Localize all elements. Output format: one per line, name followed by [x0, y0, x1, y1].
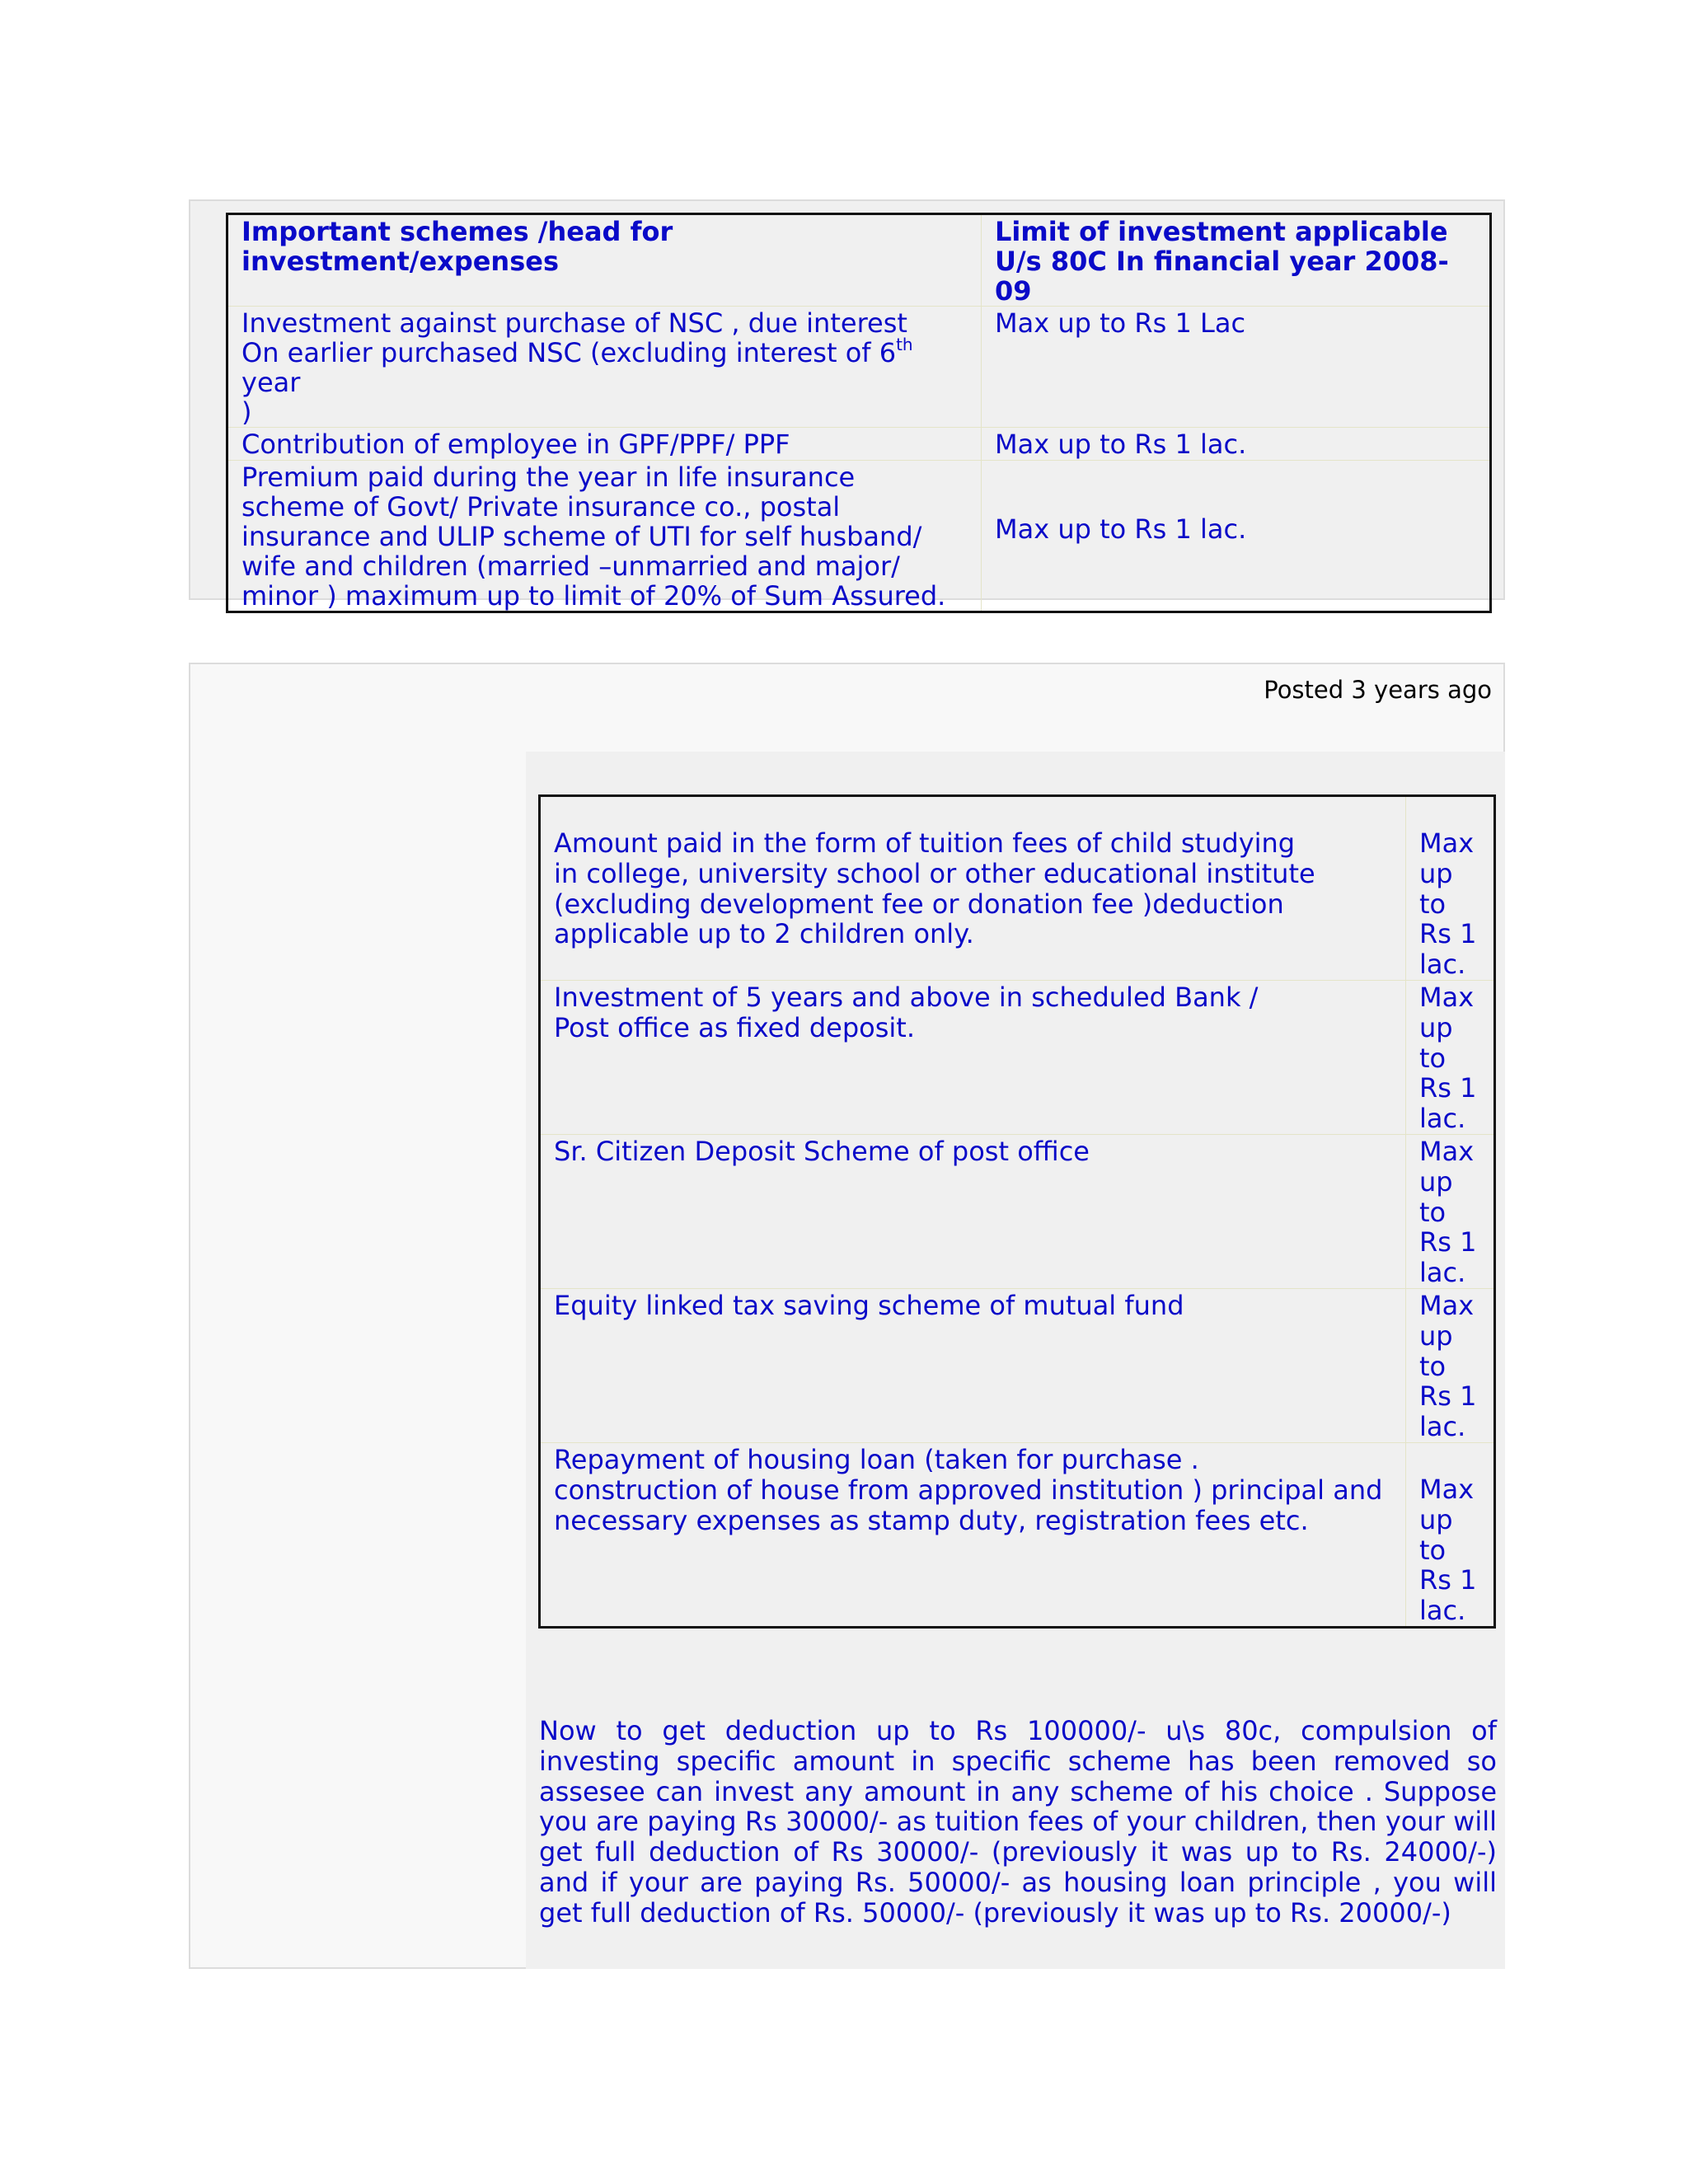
schemes-panel [189, 199, 1505, 612]
table-row [540, 1442, 1495, 1627]
schemes-table [226, 213, 1492, 613]
scheme-cell: Premium paid during the year in life insurance scheme of Govt/ Private insurance co., postal insurance and ULIP scheme of UTI for self husband/ wife and children (married –unmarried and major/ minor ) maximum up to limit of 20% of Sum Assured. [227, 461, 982, 612]
limit-cell: Max up to Rs 1 lac. [1406, 1442, 1495, 1627]
header-limit: Limit of investment applicable U/s 80C In financial year 2008-09 [982, 214, 1491, 307]
limit-cell: Max up to Rs 1 lac. [982, 461, 1491, 612]
post-body [526, 752, 1505, 1969]
scheme-cell: Repayment of housing loan (taken for purchase . construction of house from approved institution ) principal and necessary expenses as stamp duty, registration fees etc. [540, 1442, 1406, 1627]
post-panel [189, 663, 1505, 1969]
deduction-paragraph: Now to get deduction up to Rs 100000/- u\s 80c, compulsion of investing specific amount in specific scheme has been removed so assesee can invest any amount in any scheme of his choice . Suppose you are paying Rs 30000/- as tuition fees of your children, then your will get full deduction of Rs 30000/- (previously it was up to Rs. 24000/-) and if your are paying Rs. 50000/- as housing loan principle , you will get full deduction of Rs. 50000/- (previously it was up to Rs. 20000/-) [539, 1715, 1497, 1929]
limit-cell: Max up to Rs 1 lac. [982, 428, 1491, 461]
scheme-cell: Contribution of employee in GPF/PPF/ PPF [227, 428, 982, 461]
limit-cell: Max up to Rs 1 lac. [1406, 1134, 1495, 1288]
superscript: th [896, 335, 913, 354]
schemes-table-continued [538, 794, 1496, 1629]
table-row [227, 428, 1491, 461]
table-row [540, 980, 1495, 1134]
table-header-row [227, 214, 1491, 307]
scheme-cell: Sr. Citizen Deposit Scheme of post office [540, 1134, 1406, 1288]
scheme-cell: Amount paid in the form of tuition fees of child studying in college, university school or other educational institute (excluding development fee or donation fee )deduction applicable up to 2 children only. [540, 796, 1406, 981]
scheme-cell: Equity linked tax saving scheme of mutual fund [540, 1288, 1406, 1442]
table-row [227, 461, 1491, 612]
table-row [540, 1288, 1495, 1442]
scheme-text: Investment against purchase of NSC , due interest On earlier purchased NSC (excluding interest of 6 [241, 307, 907, 368]
limit-cell: Max up to Rs 1 lac. [1406, 796, 1495, 981]
scheme-cell: Investment of 5 years and above in scheduled Bank / Post office as fixed deposit. [540, 980, 1406, 1134]
table-row [540, 796, 1495, 981]
limit-cell: Max up to Rs 1 lac. [1406, 980, 1495, 1134]
scheme-text-cont: year ) [241, 367, 301, 428]
scheme-cell [227, 307, 982, 428]
posted-timestamp: Posted 3 years ago [1264, 676, 1492, 704]
table-row [227, 307, 1491, 428]
header-scheme: Important schemes /head for investment/expenses [227, 214, 982, 307]
table-row [540, 1134, 1495, 1288]
limit-cell: Max up to Rs 1 Lac [982, 307, 1491, 428]
limit-cell: Max up to Rs 1 lac. [1406, 1288, 1495, 1442]
